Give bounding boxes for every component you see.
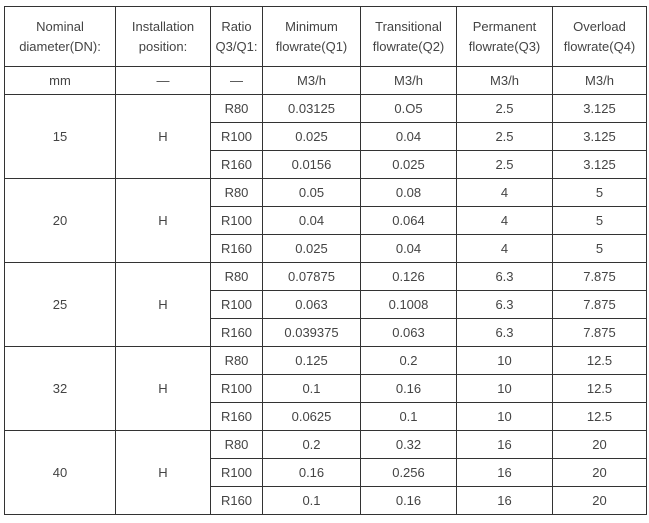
transitional-flowrate-cell: 0.04 (361, 235, 457, 263)
installation-position-cell: H (116, 431, 211, 515)
ratio-cell: R80 (211, 347, 263, 375)
table-row (5, 179, 647, 207)
permanent-flowrate-cell: 16 (457, 487, 553, 515)
table-row (5, 263, 647, 291)
table-row (5, 347, 647, 375)
permanent-flowrate-cell: 16 (457, 459, 553, 487)
ratio-cell: R80 (211, 95, 263, 123)
ratio-cell: R160 (211, 235, 263, 263)
ratio-cell: R160 (211, 151, 263, 179)
ratio-cell: R80 (211, 431, 263, 459)
overload-flowrate-cell: 3.125 (553, 151, 647, 179)
ratio-cell: R100 (211, 375, 263, 403)
min-flowrate-cell: 0.04 (263, 207, 361, 235)
nominal-diameter-cell: 20 (5, 179, 116, 263)
overload-flowrate-cell: 5 (553, 207, 647, 235)
overload-flowrate-cell: 7.875 (553, 263, 647, 291)
ratio-cell: R160 (211, 403, 263, 431)
permanent-flowrate-cell: 4 (457, 235, 553, 263)
table-row (5, 95, 647, 123)
installation-position-cell: H (116, 179, 211, 263)
transitional-flowrate-cell: 0.064 (361, 207, 457, 235)
transitional-flowrate-cell: 0.1008 (361, 291, 457, 319)
transitional-flowrate-cell: 0.16 (361, 375, 457, 403)
ratio-cell: R80 (211, 179, 263, 207)
permanent-flowrate-cell: 2.5 (457, 123, 553, 151)
transitional-flowrate-cell: 0.063 (361, 319, 457, 347)
permanent-flowrate-cell: 10 (457, 375, 553, 403)
min-flowrate-cell: 0.025 (263, 123, 361, 151)
permanent-flowrate-cell: 2.5 (457, 95, 553, 123)
min-flowrate-cell: 0.1 (263, 487, 361, 515)
min-flowrate-cell: 0.0625 (263, 403, 361, 431)
header-ratio: Ratio Q3/Q1: (211, 7, 263, 67)
min-flowrate-cell: 0.1 (263, 375, 361, 403)
permanent-flowrate-cell: 10 (457, 347, 553, 375)
transitional-flowrate-cell: 0.256 (361, 459, 457, 487)
ratio-cell: R100 (211, 291, 263, 319)
permanent-flowrate-cell: 4 (457, 179, 553, 207)
ratio-cell: R100 (211, 123, 263, 151)
overload-flowrate-cell: 12.5 (553, 375, 647, 403)
min-flowrate-cell: 0.07875 (263, 263, 361, 291)
overload-flowrate-cell: 20 (553, 431, 647, 459)
ratio-cell: R80 (211, 263, 263, 291)
header-installation-position: Installation position: (116, 7, 211, 67)
unit-cell: M3/h (457, 67, 553, 95)
header-minimum-flowrate: Minimum flowrate(Q1) (263, 7, 361, 67)
overload-flowrate-cell: 7.875 (553, 319, 647, 347)
installation-position-cell: H (116, 347, 211, 431)
transitional-flowrate-cell: 0.O5 (361, 95, 457, 123)
ratio-cell: R100 (211, 459, 263, 487)
header-transitional-flowrate: Transitional flowrate(Q2) (361, 7, 457, 67)
transitional-flowrate-cell: 0.08 (361, 179, 457, 207)
min-flowrate-cell: 0.2 (263, 431, 361, 459)
installation-position-cell: H (116, 263, 211, 347)
unit-cell: mm (5, 67, 116, 95)
overload-flowrate-cell: 12.5 (553, 403, 647, 431)
permanent-flowrate-cell: 16 (457, 431, 553, 459)
nominal-diameter-cell: 25 (5, 263, 116, 347)
table-row (5, 431, 647, 459)
nominal-diameter-cell: 40 (5, 431, 116, 515)
nominal-diameter-cell: 15 (5, 95, 116, 179)
ratio-cell: R160 (211, 487, 263, 515)
header-overload-flowrate: Overload flowrate(Q4) (553, 7, 647, 67)
permanent-flowrate-cell: 10 (457, 403, 553, 431)
unit-cell: M3/h (553, 67, 647, 95)
permanent-flowrate-cell: 6.3 (457, 319, 553, 347)
min-flowrate-cell: 0.16 (263, 459, 361, 487)
min-flowrate-cell: 0.125 (263, 347, 361, 375)
transitional-flowrate-cell: 0.16 (361, 487, 457, 515)
transitional-flowrate-cell: 0.04 (361, 123, 457, 151)
overload-flowrate-cell: 20 (553, 459, 647, 487)
transitional-flowrate-cell: 0.025 (361, 151, 457, 179)
header-row (5, 7, 647, 67)
overload-flowrate-cell: 5 (553, 179, 647, 207)
overload-flowrate-cell: 3.125 (553, 95, 647, 123)
min-flowrate-cell: 0.0156 (263, 151, 361, 179)
permanent-flowrate-cell: 2.5 (457, 151, 553, 179)
transitional-flowrate-cell: 0.32 (361, 431, 457, 459)
overload-flowrate-cell: 5 (553, 235, 647, 263)
header-nominal-diameter: Nominal diameter(DN): (5, 7, 116, 67)
installation-position-cell: H (116, 95, 211, 179)
transitional-flowrate-cell: 0.1 (361, 403, 457, 431)
flowrate-spec-table (4, 6, 647, 515)
ratio-cell: R100 (211, 207, 263, 235)
header-permanent-flowrate: Permanent flowrate(Q3) (457, 7, 553, 67)
min-flowrate-cell: 0.05 (263, 179, 361, 207)
min-flowrate-cell: 0.025 (263, 235, 361, 263)
permanent-flowrate-cell: 6.3 (457, 291, 553, 319)
min-flowrate-cell: 0.063 (263, 291, 361, 319)
overload-flowrate-cell: 7.875 (553, 291, 647, 319)
units-row (5, 67, 647, 95)
min-flowrate-cell: 0.03125 (263, 95, 361, 123)
unit-cell: M3/h (263, 67, 361, 95)
overload-flowrate-cell: 12.5 (553, 347, 647, 375)
ratio-cell: R160 (211, 319, 263, 347)
permanent-flowrate-cell: 6.3 (457, 263, 553, 291)
transitional-flowrate-cell: 0.2 (361, 347, 457, 375)
nominal-diameter-cell: 32 (5, 347, 116, 431)
permanent-flowrate-cell: 4 (457, 207, 553, 235)
transitional-flowrate-cell: 0.126 (361, 263, 457, 291)
min-flowrate-cell: 0.039375 (263, 319, 361, 347)
unit-cell: M3/h (361, 67, 457, 95)
unit-cell: — (116, 67, 211, 95)
overload-flowrate-cell: 3.125 (553, 123, 647, 151)
unit-cell: — (211, 67, 263, 95)
overload-flowrate-cell: 20 (553, 487, 647, 515)
